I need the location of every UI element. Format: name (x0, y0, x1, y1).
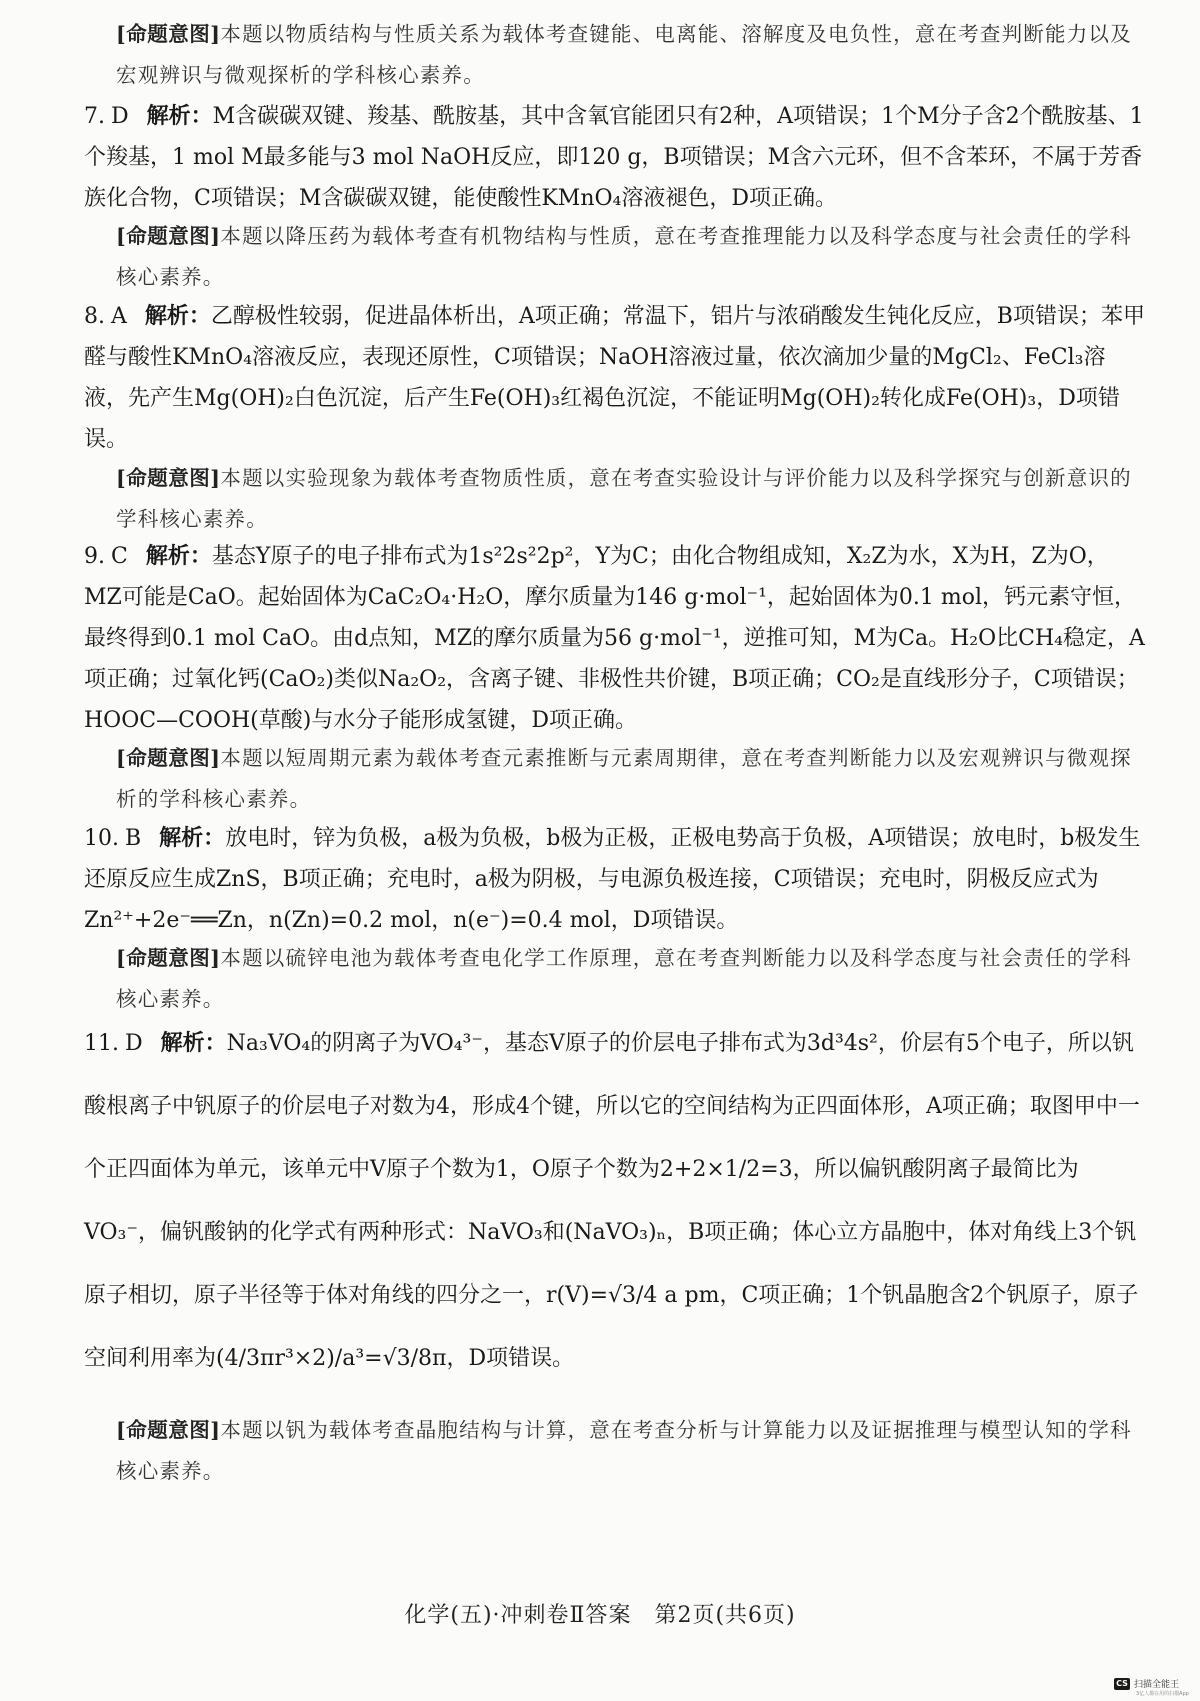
question-10 (84, 818, 1146, 941)
scanner-logo-icon: CS (1114, 1678, 1130, 1690)
intent-text: 本题以硫锌电池为载体考查电化学工作原理，意在考查判断能力以及科学态度与社会责任的学科核心素养。 (116, 946, 1132, 1011)
intent-label: [命题意图] (116, 22, 221, 46)
question-answer: D (111, 104, 129, 129)
intent-label: [命题意图] (116, 224, 221, 248)
analysis-label: 解析： (159, 825, 226, 851)
question-answer: A (111, 304, 127, 329)
intent-label: [命题意图] (116, 466, 221, 490)
question-11 (84, 1012, 1146, 1390)
page-footer: 化学(五)·冲刺卷Ⅱ答案 第2页(共6页) (404, 1603, 796, 1628)
question-9 (84, 536, 1146, 741)
analysis-text: M含碳碳双键、羧基、酰胺基，其中含氧官能团只有2种，A项错误；1个M分子含2个酰胺基、1个羧基，1 mol M最多能与3 mol NaOH反应，即120 g，B项错误；M含六元环，但不含苯环，不属于芳香族化合物，C项错误；M含碳碳双键，能使酸性KMnO₄溶液褪色，D项正确。 (84, 104, 1144, 211)
intent-text: 本题以降压药为载体考查有机物结构与性质，意在考查推理能力以及科学态度与社会责任的学科核心素养。 (116, 224, 1132, 289)
analysis-text: 放电时，锌为负极，a极为负极，b极为正极，正极电势高于负极，A项错误；放电时，b极发生还原反应生成ZnS，B项正确；充电时，a极为阴极，与电源负极连接，C项错误；充电时，阴极反应式为Zn²⁺+2e⁻══Zn，n(Zn)=0.2 mol，n(e⁻)=0.4 mol，D项错误。 (84, 826, 1141, 933)
question-number: 11. (84, 1031, 119, 1056)
intent-label: [命题意图] (116, 1418, 221, 1442)
analysis-label: 解析： (145, 543, 212, 569)
scanner-label: 扫描全能王 (1134, 1680, 1180, 1690)
analysis-text: 基态Y原子的电子排布式为1s²2s²2p²，Y为C；由化合物组成知，X₂Z为水，X为H，Z为O，MZ可能是CaO。起始固体为CaC₂O₄·H₂O，摩尔质量为146 g·mol⁻¹，起始固体为0.1 mol，钙元素守恒，最终得到0.1 mol CaO。由d点知，MZ的摩尔质量为56 g·mol⁻¹，逆推可知，M为Ca。H₂O比CH₄稳定，A项正确；过氧化钙(CaO₂)类似Na₂O₂，含离子键、非极性共价键，B项正确；CO₂是直线形分子，C项错误；HOOC—COOH(草酸)与水分子能形成氢键，D项正确。 (84, 544, 1145, 733)
intent-q9 (116, 738, 1146, 820)
question-number: 8. (84, 304, 105, 329)
question-7 (84, 96, 1146, 219)
analysis-label: 解析： (160, 1030, 227, 1056)
intent-label: [命题意图] (116, 946, 221, 970)
intent-q6 (116, 14, 1146, 96)
analysis-label: 解析： (146, 103, 213, 129)
intent-q7 (116, 216, 1146, 298)
analysis-text: 乙醇极性较弱，促进晶体析出，A项正确；常温下，铝片与浓硝酸发生钝化反应，B项错误；苯甲醛与酸性KMnO₄溶液反应，表现还原性，C项错误；NaOH溶液过量，依次滴加少量的MgCl₂、FeCl₃溶液，先产生Mg(OH)₂白色沉淀，后产生Fe(OH)₃红褐色沉淀，不能证明Mg(OH)₂转化成Fe(OH)₃，D项错误。 (84, 304, 1145, 452)
question-number: 10. (84, 826, 119, 851)
intent-text: 本题以实验现象为载体考查物质性质，意在考查实验设计与评价能力以及科学探究与创新意识的学科核心素养。 (116, 466, 1132, 531)
analysis-label: 解析： (144, 303, 211, 329)
question-number: 7. (84, 104, 105, 129)
scanner-sublabel: 3亿人都在用的扫描App (1136, 1691, 1189, 1697)
intent-q10 (116, 938, 1146, 1020)
intent-text: 本题以物质结构与性质关系为载体考查键能、电离能、溶解度及电负性，意在考查判断能力以及宏观辨识与微观探析的学科核心素养。 (116, 22, 1132, 87)
analysis-text: Na₃VO₄的阴离子为VO₄³⁻，基态V原子的价层电子排布式为3d³4s²，价层有5个电子，所以钒酸根离子中钒原子的价层电子对数为4，形成4个键，所以它的空间结构为正四面体形，A项正确；取图甲中一个正四面体为单元，该单元中V原子个数为1，O原子个数为2+2×1/2=3，所以偏钒酸阴离子最简比为VO₃⁻，偏钒酸钠的化学式有两种形式：NaVO₃和(NaVO₃)ₙ，B项正确；体心立方晶胞中，体对角线上3个钒原子相切，原子半径等于体对角线的四分之一，r(V)=√3/4 a pm，C项正确；1个钒晶胞含2个钒原子，原子空间利用率为(4/3πr³×2)/a³=√3/8π，D项错误。 (84, 1031, 1140, 1371)
question-answer: B (125, 826, 142, 851)
question-number: 9. (84, 544, 105, 569)
intent-q8 (116, 458, 1146, 540)
intent-q11 (116, 1410, 1146, 1492)
question-8 (84, 296, 1146, 460)
intent-text: 本题以钒为载体考查晶胞结构与计算，意在考查分析与计算能力以及证据推理与模型认知的学科核心素养。 (116, 1418, 1132, 1483)
question-answer: C (111, 544, 128, 569)
intent-label: [命题意图] (116, 746, 221, 770)
intent-text: 本题以短周期元素为载体考查元素推断与元素周期律，意在考查判断能力以及宏观辨识与微观探析的学科核心素养。 (116, 746, 1132, 811)
question-answer: D (125, 1031, 143, 1056)
scanner-watermark (1114, 1677, 1179, 1690)
